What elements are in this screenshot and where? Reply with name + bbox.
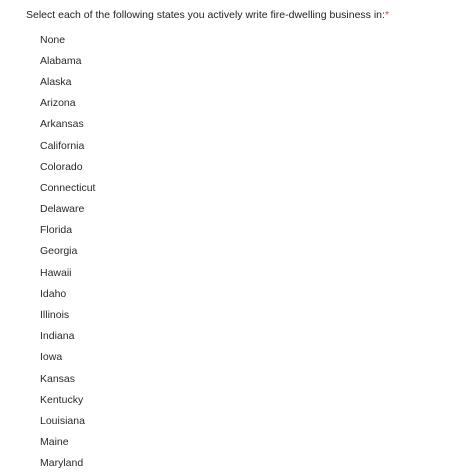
state-option-california[interactable] <box>40 135 95 156</box>
state-option-none[interactable] <box>40 29 95 50</box>
option-label: Louisiana <box>40 414 85 427</box>
required-asterisk: * <box>384 9 390 21</box>
state-option-connecticut[interactable] <box>40 177 95 198</box>
state-option-indiana[interactable] <box>40 326 95 347</box>
option-label: Alaska <box>40 75 72 88</box>
option-label: California <box>40 139 85 152</box>
state-option-illinois[interactable] <box>40 304 95 325</box>
option-label: Kansas <box>40 372 76 385</box>
option-label: Indiana <box>40 330 75 343</box>
option-label: Florida <box>40 224 73 237</box>
state-option-delaware[interactable] <box>40 199 95 220</box>
state-option-georgia[interactable] <box>40 241 95 262</box>
state-option-alaska[interactable] <box>40 71 95 92</box>
option-label: Arizona <box>40 97 76 110</box>
option-label: Hawaii <box>40 266 72 279</box>
option-label: Iowa <box>40 351 63 364</box>
option-label: Colorado <box>40 160 83 173</box>
state-option-kentucky[interactable] <box>40 389 95 410</box>
state-option-arizona[interactable] <box>40 93 95 114</box>
option-label: Maryland <box>40 457 84 470</box>
state-option-iowa[interactable] <box>40 347 95 368</box>
question-text: Select each of the following states you actively write fire-dwelling business in: <box>26 9 385 21</box>
option-label: Idaho <box>40 287 67 300</box>
option-label: Connecticut <box>40 181 96 194</box>
option-label: Alabama <box>40 54 82 67</box>
state-option-maine[interactable] <box>40 432 95 453</box>
state-option-idaho[interactable] <box>40 283 95 304</box>
option-label: Maine <box>40 436 69 449</box>
option-label: Arkansas <box>40 118 84 131</box>
state-options-list <box>40 29 95 474</box>
state-option-kansas[interactable] <box>40 368 95 389</box>
option-label: Delaware <box>40 203 85 216</box>
state-option-hawaii[interactable] <box>40 262 95 283</box>
state-option-louisiana[interactable] <box>40 410 95 431</box>
option-label: Georgia <box>40 245 78 258</box>
question-label <box>26 8 389 22</box>
state-option-colorado[interactable] <box>40 156 95 177</box>
option-label: None <box>40 33 66 46</box>
option-label: Kentucky <box>40 393 84 406</box>
state-option-maryland[interactable] <box>40 453 95 474</box>
state-option-arkansas[interactable] <box>40 114 95 135</box>
state-option-florida[interactable] <box>40 220 95 241</box>
option-label: Illinois <box>40 309 70 322</box>
state-option-alabama[interactable] <box>40 50 95 71</box>
